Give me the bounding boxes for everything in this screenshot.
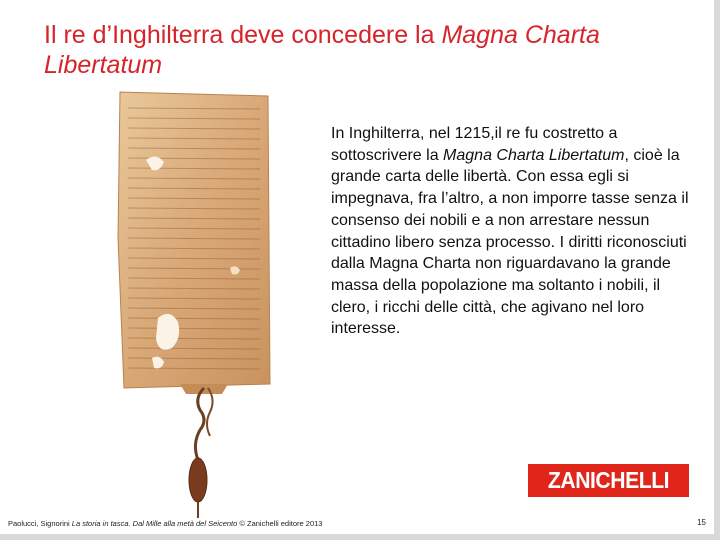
- description-text-2: Magna Charta Libertatum: [443, 146, 625, 164]
- description-paragraph: [331, 123, 691, 340]
- title-part-1: Il re d’Inghilterra deve concedere la: [44, 21, 442, 49]
- footer-credits: [8, 519, 322, 528]
- magna-carta-image: [110, 88, 280, 528]
- zanichelli-logo: ZANICHELLI: [528, 464, 689, 497]
- magna-carta-document-icon: [110, 88, 280, 528]
- footer-authors: Paolucci, Signorini: [8, 519, 72, 528]
- footer-book-title: La storia in tasca. Dal Mille alla metà del Seicento: [71, 519, 238, 528]
- footer-publisher: © Zanichelli editore 2013: [237, 519, 323, 528]
- slide-title: [44, 20, 664, 80]
- description-text-1: In Inghilterra, nel 1215,il re fu costretto a sottoscrivere la: [331, 125, 618, 164]
- page-number: 15: [697, 518, 706, 527]
- description-text-3: , cioè la grande carta delle libertà. Con essa egli si impegnava, fra l’altro, a non imporre tasse senza il consenso dei nobili e a non arrestare nessun cittadino libero senza processo. I diritti riconosciuti dalla Magna Charta non riguardavano la grande massa della popolazione ma soltanto i nobili, il clero, i ricchi delle città, che agivano nel loro interesse.: [331, 146, 689, 338]
- title-part-2: Magna Charta Libertatum: [44, 21, 600, 79]
